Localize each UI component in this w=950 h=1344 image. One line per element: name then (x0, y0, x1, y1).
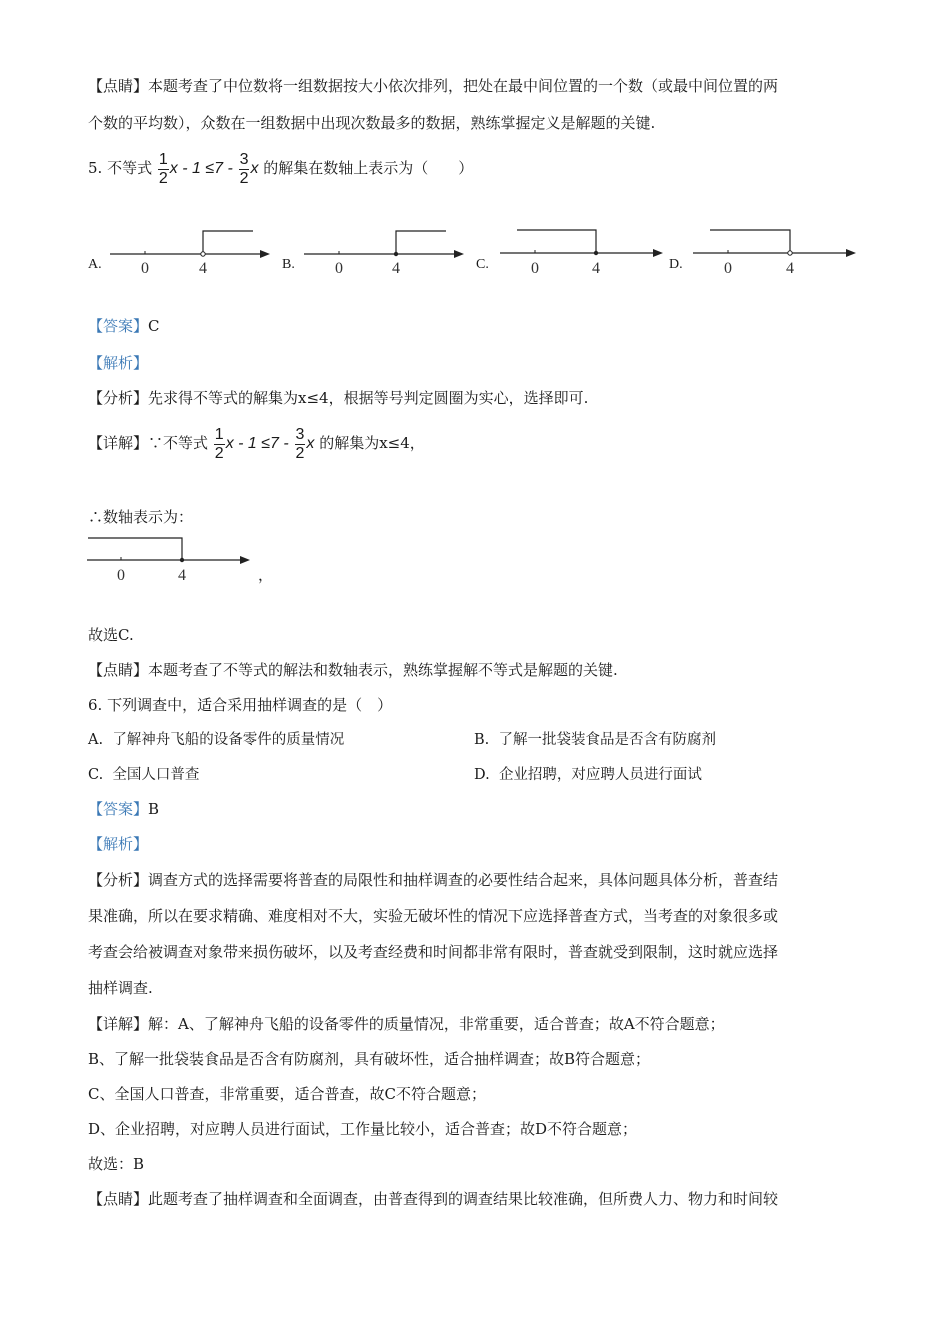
q5-axis-intro: ∴数轴表示为： (88, 508, 194, 526)
answer-value: C (148, 317, 160, 335)
svg-text:0: 0 (531, 260, 539, 277)
fraction-1-2: $\frac{1}{2}$ (158, 150, 168, 187)
closed-dot-icon (594, 251, 598, 255)
closed-dot-icon (180, 558, 184, 562)
q6-analysis-line: 考查会给被调查对象带来损伤破坏，以及考查经费和时间都非常有限时，普查就受到限制，这时就应选择 (88, 943, 779, 961)
open-dot-icon (788, 251, 792, 255)
q5-question: 5. 不等式 $\frac{1}{2}$ x - 1 ≤7 - $\frac{3}{2}$ x 的解集在数轴上表示为（ ） (88, 150, 474, 187)
answer-value: B (148, 800, 160, 818)
closed-dot-icon (394, 252, 398, 256)
q5-analysis: 【分析】先求得不等式的解集为x≤4，根据等号判定圆圈为实心，选择即可. (88, 389, 589, 407)
answer-tag: 【答案】 (88, 800, 149, 818)
q6-answer (88, 799, 159, 819)
q5-suffix: 的解集在数轴上表示为（ ） (263, 159, 474, 177)
q6-option-d: D. 企业招聘，对应聘人员进行面试 (474, 767, 702, 783)
number-line-d (686, 225, 861, 280)
svg-text:4: 4 (392, 260, 400, 277)
svg-text:4: 4 (786, 260, 794, 277)
solution-number-line (85, 535, 285, 585)
svg-text:0: 0 (117, 567, 125, 584)
q4-comment-line2: 个数的平均数），众数在一组数据中出现次数最多的数据，熟练掌握定义是解题的关键. (88, 114, 656, 132)
math-expr: x - 1 ≤7 - (169, 160, 233, 177)
q6-analysis-line: 抽样调查. (88, 979, 153, 997)
option-b-label: B. (282, 257, 295, 272)
q6-analysis-line: 【分析】调查方式的选择需要将普查的局限性和抽样调查的必要性结合起来，具体问题具体分析，普查结 (88, 871, 779, 889)
svg-text:4: 4 (178, 567, 186, 584)
q5-analysis-tag: 【解析】 (88, 354, 149, 372)
q5-choose: 故选C. (88, 626, 134, 644)
q6-comment: 【点睛】此题考查了抽样调查和全面调查，由普查得到的调查结果比较准确，但所费人力、物力和时间较 (88, 1190, 779, 1208)
q5-answer (88, 316, 160, 336)
open-dot-icon (201, 252, 205, 256)
svg-text:4: 4 (199, 260, 207, 277)
fraction-1-2: $\frac{1}{2}$ (214, 425, 224, 462)
arrow-icon (240, 556, 250, 564)
number-line-c (493, 225, 668, 280)
svg-text:0: 0 (335, 260, 343, 277)
answer-tag: 【答案】 (88, 317, 149, 335)
arrow-icon (653, 249, 663, 257)
option-c-label: C. (476, 257, 489, 272)
q6-option-a: A. 了解神舟飞船的设备零件的质量情况 (88, 732, 345, 748)
q6-detail-line: D、企业招聘，对应聘人员进行面试，工作量比较小，适合普查；故D不符合题意； (88, 1120, 638, 1138)
arrow-icon (260, 250, 270, 258)
q6-question: 6. 下列调查中，适合采用抽样调查的是（ ） (88, 696, 393, 714)
svg-text:0: 0 (724, 260, 732, 277)
q4-comment-line1: 【点睛】本题考查了中位数将一组数据按大小依次排列，把处在最中间位置的一个数（或最中间位置的两 (88, 77, 779, 95)
q6-analysis-line: 果准确，所以在要求精确、难度相对不大，实验无破坏性的情况下应选择普查方式，当考查的对象很多或 (88, 907, 779, 925)
q6-detail-line: 【详解】解：A、了解神舟飞船的设备零件的质量情况，非常重要，适合普查；故A不符合题意； (88, 1015, 725, 1033)
q6-detail-line: C、全国人口普查，非常重要，适合普查，故C不符合题意； (88, 1085, 486, 1103)
axis-comma: ， (258, 566, 274, 584)
q6-analysis-tag: 【解析】 (88, 835, 149, 853)
svg-text:0: 0 (141, 260, 149, 277)
q6-choose: 故选：B (88, 1155, 145, 1173)
fraction-3-2: $\frac{3}{2}$ (295, 425, 305, 462)
number-line-b (299, 225, 469, 280)
q6-option-c: C. 全国人口普查 (88, 767, 200, 783)
arrow-icon (846, 249, 856, 257)
option-d-label: D. (669, 257, 683, 272)
q6-detail-line: B、了解一批袋装食品是否含有防腐剂，具有破坏性，适合抽样调查；故B符合题意； (88, 1050, 651, 1068)
q5-prefix: 5. 不等式 (88, 159, 153, 177)
svg-text:4: 4 (592, 260, 600, 277)
arrow-icon (454, 250, 464, 258)
number-line-a (105, 225, 275, 280)
q6-option-b: B. 了解一批袋装食品是否含有防腐剂 (474, 732, 716, 748)
q5-detail: 【详解】∵不等式 $\frac{1}{2}$ x - 1 ≤7 - $\frac{3}{2}$ x 的解集为x≤4， (88, 425, 425, 462)
option-a-label: A. (88, 257, 102, 272)
q5-comment: 【点睛】本题考查了不等式的解法和数轴表示，熟练掌握解不等式是解题的关键. (88, 661, 618, 679)
fraction-3-2: $\frac{3}{2}$ (239, 150, 249, 187)
